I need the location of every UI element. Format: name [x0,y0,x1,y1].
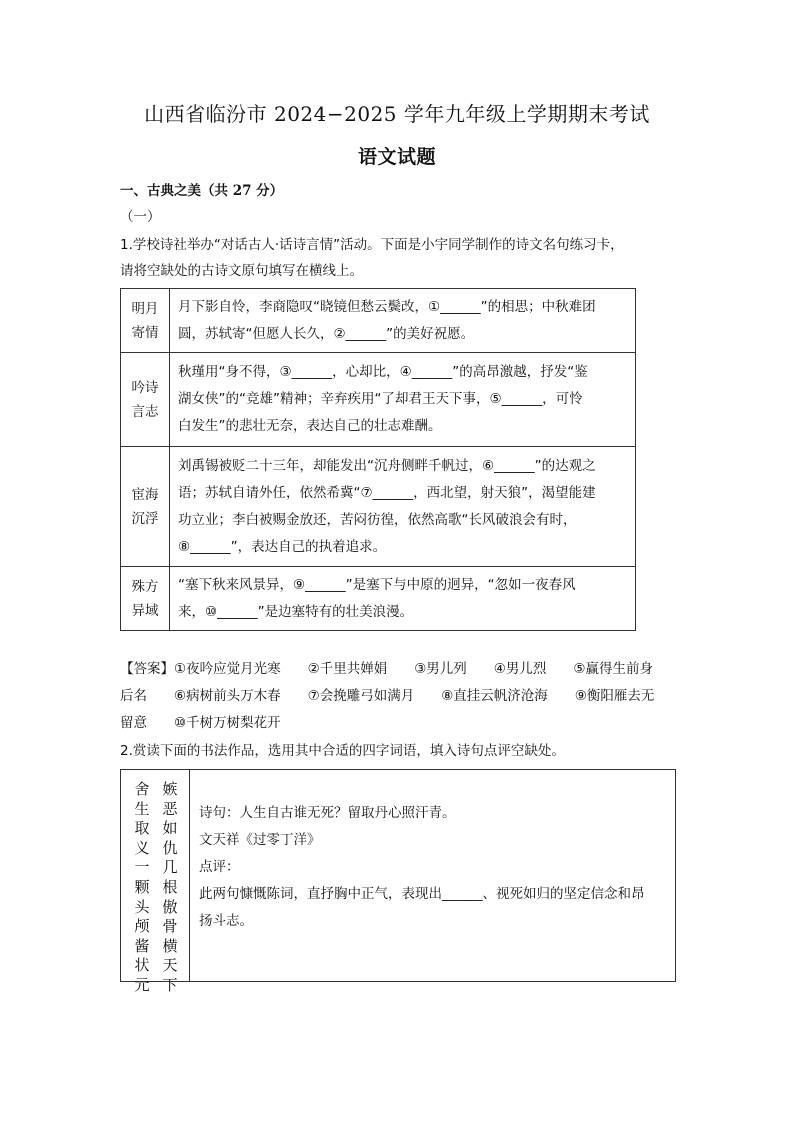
calligraphy-char: 一 [134,858,150,877]
category-label: 异域 [131,602,159,619]
table-row [121,353,636,447]
quote-line: 白发生”的悲壮无奈，表达自己的壮志难酬。 [178,418,442,434]
category-label: 言志 [131,403,159,420]
exam-subtitle: 语文试题 [357,146,436,168]
calligraphy-char: 恶 [162,799,178,818]
calligraphy-artwork [121,770,190,994]
calligraphy-char: 仇 [162,838,178,857]
quote-cell [170,353,636,447]
quote-line: 来，⑩______”是边塞特有的壮美浪漫。 [178,603,414,620]
poem-author: 文天祥《过零丁洋》 [199,832,321,848]
category-cell [121,447,170,567]
quote-cell [170,567,636,631]
section-heading: 一、古典之美（共 27 分） [120,183,284,199]
quote-line: 圆，苏轼寄“但愿人长久，②______”的美好祝愿。 [178,325,475,342]
poem-line: 诗句：人生自古谁无死？留取丹心照汗青。 [199,805,456,821]
calligraphy-char: 几 [162,858,178,877]
calligraphy-column-left [131,780,153,996]
answer-line-1: 【答案】①夜吟应觉月光寒 ②千里共婵娟 ③男儿列 ④男儿烈 ⑤赢得生前身 [120,661,654,677]
calligraphy-char: 酱 [134,936,150,955]
calligraphy-char: 骨 [162,917,178,936]
category-cell [121,289,170,353]
poetry-practice-table [120,288,636,631]
question-1-prompt-line-2: 请将空缺处的古诗文原句填写在横线上。 [120,263,363,279]
calligraphy-column-right [159,780,181,996]
question-1-prompt-line-1: 1.学校诗社举办“对话古人·话诗言情”活动。下面是小宇同学制作的诗文名句练习卡， [120,237,624,253]
category-label: 殊方 [131,578,159,595]
calligraphy-char: 状 [134,956,150,975]
calligraphy-char: 头 [134,897,150,916]
quote-line: “塞下秋来风景异，⑨______”是塞下与中原的迥异，“忽如一夜春风 [178,576,576,593]
calligraphy-char: 义 [134,838,150,857]
calligraphy-comment-box [120,769,676,994]
poem-comment [199,800,669,935]
quote-line: 湖女侠”的“竞雄”精神；辛弃疾用“了却君王天下事，⑤______，可怜 [178,391,583,407]
calligraphy-char: 根 [162,877,178,896]
comment-line: 此两句慷慨陈词，直抒胸中正气，表现出______、视死如归的坚定信念和昂 [199,886,645,902]
quote-line: ⑧______”，表达自己的执着追求。 [178,538,387,555]
part-label: （一） [120,209,161,225]
calligraphy-char: 元 [134,975,150,994]
category-label: 寄情 [131,324,159,341]
category-cell [121,353,170,447]
calligraphy-char: 横 [162,936,178,955]
calligraphy-char: 如 [162,819,178,838]
quote-line: 刘禹锡被贬二十三年，却能发出“沉舟侧畔千帆过，⑥______”的达观之 [178,457,596,474]
table-row [121,567,636,631]
calligraphy-char: 生 [134,799,150,818]
calligraphy-char: 下 [162,975,178,994]
answer-line-3: 留意 ⑩千树万树梨花开 [120,715,281,731]
quote-line: 月下影自怜，李商隐叹“晓镜但愁云鬓改，①______”的相思；中秋难团 [178,298,596,315]
answer-line-2: 后名 ⑥病树前头万木春 ⑦会挽雕弓如满月 ⑧直挂云帆济沧海 ⑨衡阳雁去无 [120,688,655,704]
quote-cell [170,447,636,567]
table-row [121,289,636,353]
category-label: 吟诗 [131,379,159,396]
calligraphy-char: 颅 [134,917,150,936]
quote-cell [170,289,636,353]
category-label: 宦海 [131,486,159,503]
calligraphy-char: 取 [134,819,150,838]
category-cell [121,567,170,631]
comment-label: 点评： [199,859,240,875]
category-label: 沉浮 [131,510,159,527]
calligraphy-char: 颗 [134,877,150,896]
comment-line: 扬斗志。 [199,913,253,929]
quote-line: 秋瑾用“身不得，③______，心却比，④______”的高昂激越，抒发“鉴 [178,364,588,380]
exam-title: 山西省临汾市 2024−2025 学年九年级上学期期末考试 [144,102,650,126]
calligraphy-char: 嫉 [162,780,178,798]
calligraphy-char: 舍 [134,780,150,798]
calligraphy-char: 傲 [162,897,178,916]
calligraphy-char: 天 [162,956,178,975]
quote-line: 功立业；李白被赐金放还，苦闷彷徨，依然高歌“长风破浪会有时， [178,511,577,528]
table-row [121,447,636,567]
quote-line: 语；苏轼自请外任，依然希冀“⑦______，西北望，射天狼”，渴望能建 [178,484,596,501]
category-label: 明月 [131,300,159,317]
question-2-prompt: 2.赏读下面的书法作品，选用其中合适的四字词语，填入诗句点评空缺处。 [120,743,565,759]
